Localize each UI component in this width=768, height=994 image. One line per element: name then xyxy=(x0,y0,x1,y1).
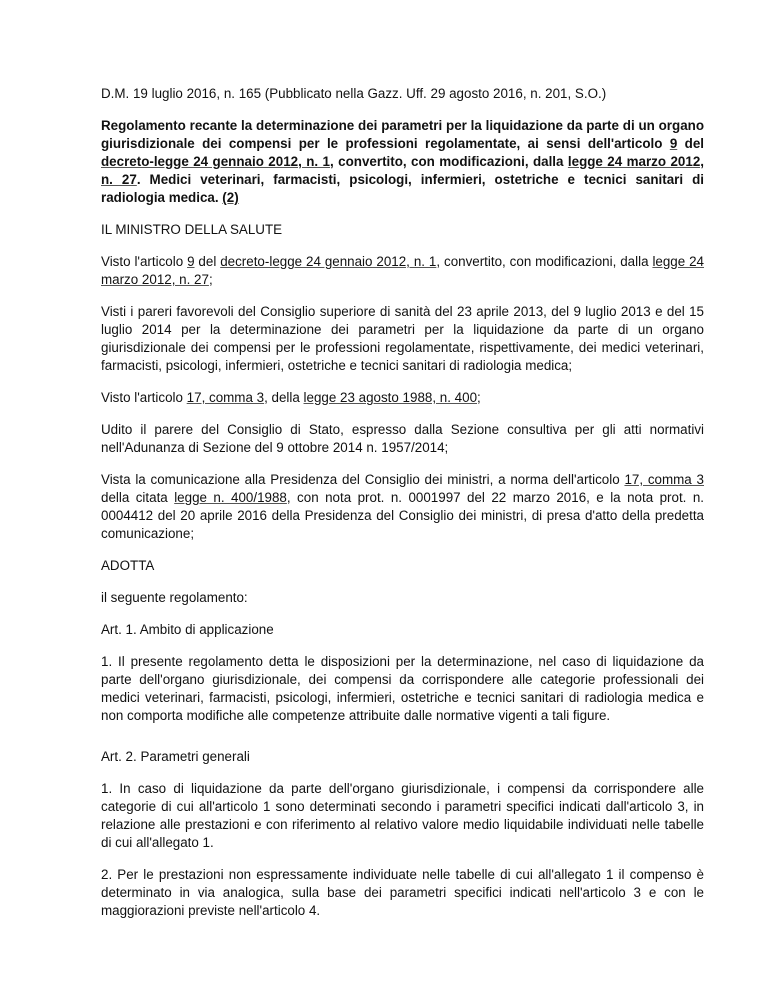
art2-paragraph-2: 2. Per le prestazioni non espressamente individuate nelle tabelle di cui all'allegato 1 il compenso è determinato in via analogica, sulla base dei parametri specifici indicati nell'articolo 3 e con le maggiorazioni previste nell'articolo 4. xyxy=(101,867,704,918)
link-decreto-legge[interactable]: decreto-legge 24 gennaio 2012, n. 1 xyxy=(101,154,331,169)
preamble-udito: Udito il parere del Consiglio di Stato, espresso dalla Sezione consultiva per gli atti normativi nell'Adunanza di Sezione del 9 ottobre 2014 n. 1957/2014; xyxy=(101,422,704,455)
art2-heading: Art. 2. Parametri generali xyxy=(101,749,250,764)
decree-reference: D.M. 19 luglio 2016, n. 165 (Pubblicato nella Gazz. Uff. 29 agosto 2016, n. 201, S.O.) xyxy=(101,86,607,101)
link-decreto-legge-visto[interactable]: decreto-legge 24 gennaio 2012, n. 1 xyxy=(220,254,437,269)
minister-heading: IL MINISTRO DELLA SALUTE xyxy=(101,222,283,237)
preamble-visto-articolo-9: Visto l'articolo 9 del decreto-legge 24 gennaio 2012, n. 1, convertito, con modificazioni, dalla legge 24 marzo 2012, n. 27; xyxy=(101,254,705,287)
art2-paragraph-1: 1. In caso di liquidazione da parte dell'organo giurisdizionale, i compensi da corrispondere alle categorie di cui all'articolo 1 sono determinati secondo i parametri specifici indicati dall'articolo 3, in relazione alle prestazioni e con riferimento al relativo valore medio liquidabile individuati nelle tabelle di cui all'allegato 1. xyxy=(101,781,704,850)
link-legge-27-2012[interactable]: legge 24 marzo 2012, n. 27 xyxy=(101,154,704,187)
link-legge-400-1988-vista[interactable]: legge n. 400/1988 xyxy=(174,490,287,505)
adotta-heading: ADOTTA xyxy=(101,558,155,573)
art1-heading: Art. 1. Ambito di applicazione xyxy=(101,622,274,637)
preamble-visti-pareri: Visti i pareri favorevoli del Consiglio superiore di sanità del 23 aprile 2013, del 9 luglio 2013 e del 15 luglio 2014 per la determinazione dei parametri per la liquidazione da parte di un organo giurisdizionale dei compensi per le professioni regolamentate, rispettivamente, dei medici veterinari, farmacisti, psicologi, infermieri, ostetriche e tecnici sanitari di radiologia medica; xyxy=(101,304,704,373)
link-articolo-17-comma-3[interactable]: 17, comma 3 xyxy=(186,390,265,405)
link-articolo-9-visto[interactable]: 9 xyxy=(187,254,195,269)
link-articolo-17-comma-3-vista[interactable]: 17, comma 3 xyxy=(624,472,704,487)
preamble-visto-articolo-17: Visto l'articolo 17, comma 3, della legge 23 agosto 1988, n. 400; xyxy=(101,390,481,405)
link-note-2[interactable]: (2) xyxy=(222,190,239,205)
link-legge-400-1988[interactable]: legge 23 agosto 1988, n. 400 xyxy=(303,390,478,405)
regulation-title: Regolamento recante la determinazione dei parametri per la liquidazione da parte di un organo giurisdizionale dei compensi per le professioni regolamentate, ai sensi dell'articolo 9 del decreto-legge 24 gennaio 2012, n. 1, convertito, con modificazioni, dalla legge 24 marzo 2012, n. 27. Medici veterinari, farmacisti, psicologi, infermieri, ostetriche e tecnici sanitari di radiologia medica. (2) xyxy=(101,118,704,205)
seguente-regolamento: il seguente regolamento: xyxy=(101,590,248,605)
link-articolo-9[interactable]: 9 xyxy=(669,136,678,151)
link-legge-27-2012-visto[interactable]: legge 24 marzo 2012, n. 27 xyxy=(101,254,705,287)
art1-paragraph-1: 1. Il presente regolamento detta le disposizioni per la determinazione, nel caso di liquidazione da parte dell'organo giurisdizionale, dei compensi da corrispondere alle categorie professionali dei medici veterinari, farmacisti, psicologi, infermieri, ostetriche e tecnici sanitari di radiologia medica e non comporta modifiche alle competenze attribuite dalle normative vigenti a tali figure. xyxy=(101,654,704,723)
preamble-vista: Vista la comunicazione alla Presidenza del Consiglio dei ministri, a norma dell'articolo 17, comma 3 della citata legge n. 400/1988, con nota prot. n. 0001997 del 22 marzo 2016, e la nota prot. n. 0004412 del 20 aprile 2016 della Presidenza del Consiglio dei ministri, di presa d'atto della predetta comunicazione; xyxy=(101,472,704,541)
